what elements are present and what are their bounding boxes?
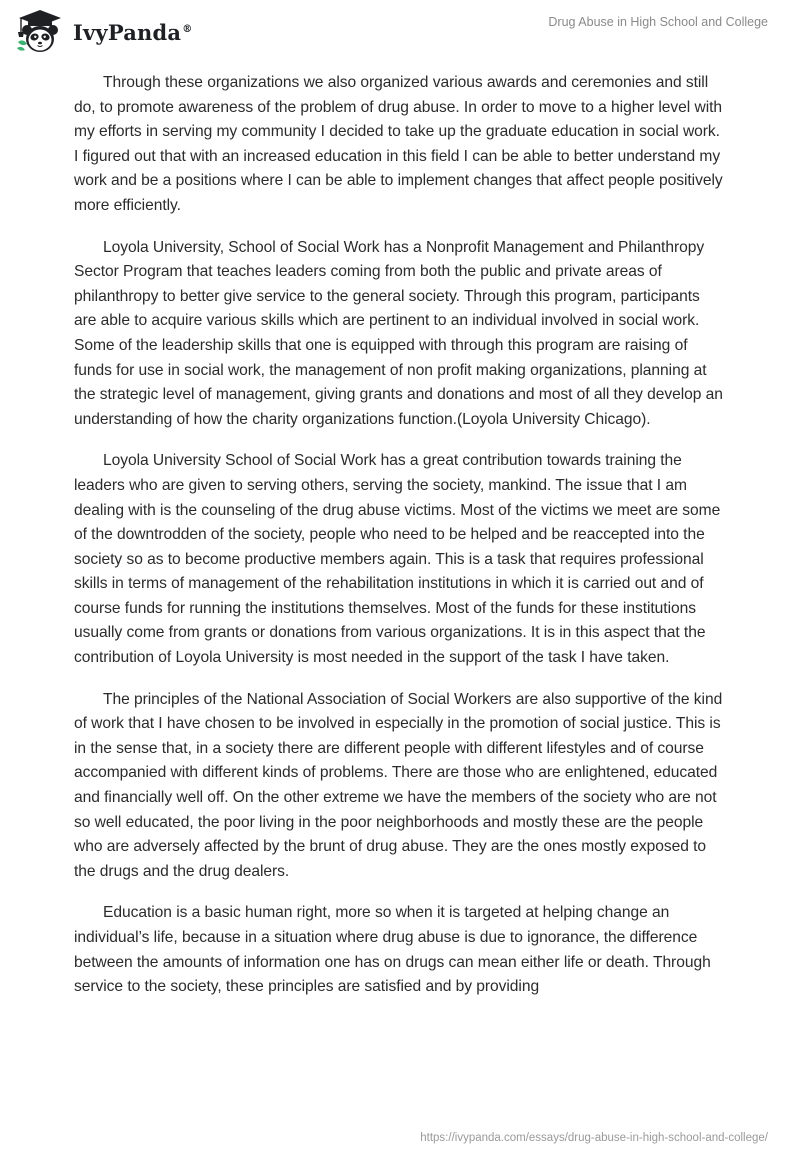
brand-name: [73, 20, 192, 45]
paragraph: Through these organizations we also organized various awards and ceremonies and still do, to promote awareness of the problem of drug abuse. In order to move to a higher level with my efforts in serving my community I decided to take up the graduate education in social work. I figured out that with an increased education in this field I can be able to better understand my work and be a positions where I can be able to implement changes that affect people positively more efficiently.: [74, 74, 723, 214]
panda-graduation-cap-icon: [15, 6, 65, 56]
brand-name-text: IvyPanda: [73, 19, 182, 45]
paragraph: Loyola University School of Social Work has a great contribution towards training the leaders who are given to serving others, serving the society, mankind. The issue that I am dealing with is the counseling of the drug abuse victims. Most of the victims we meet are some of the downtrodden of the society, people who need to be helped and be reaccepted into the society so as to become productive members again. This is a task that requires professional skills in terms of management of the rehabilitation institutions in which it is carried out and of course funds for running the institutions themselves. Most of the funds for these institutions usually come from grants or donations from various organizations. It is in this aspect that the contribution of Loyola University is most needed in the support of the task I have taken.: [74, 452, 721, 667]
document-title: Drug Abuse in High School and College: [548, 15, 768, 29]
paragraph: The principles of the National Association of Social Workers are also supportive of the kind of work that I have chosen to be involved in especially in the promotion of social justice. This is in the sense that, in a society there are different people with different lifestyles and of course accompanied with different kinds of problems. There are those who are enlightened, educated and financially well off. On the other extreme we have the members of the society who are not so well educated, the poor living in the poor neighborhoods and mostly these are the people who are adversely affected by the brunt of drug abuse. They are the ones mostly exposed to the drugs and the drug dealers.: [74, 690, 723, 880]
page-header: [0, 0, 800, 72]
source-url[interactable]: https://ivypanda.com/essays/drug-abuse-in-high-school-and-college/: [420, 1132, 768, 1144]
essay-body: [74, 71, 724, 1017]
paragraph: Education is a basic human right, more so when it is targeted at helping change an individual’s life, because in a situation where drug abuse is due to ignorance, the difference between the amounts of information one has on drugs can mean either life or death. Through service to the society, these principles are satisfied and by providing: [74, 904, 711, 996]
paragraph: Loyola University, School of Social Work has a Nonprofit Management and Philanthropy Sector Program that teaches leaders coming from both the public and private areas of philanthropy to better give service to the general society. Through this program, participants are able to acquire various skills which are pertinent to an individual involved in social work. Some of the leadership skills that one is equipped with through this program are raising of funds for use in social work, the management of non profit making organizations, planning at the strategic level of management, giving grants and donations and most of all they develop an understanding of how the charity organizations function.(Loyola University Chicago).: [74, 238, 723, 428]
brand-logo[interactable]: [15, 6, 192, 56]
registered-mark: ®: [182, 23, 193, 35]
